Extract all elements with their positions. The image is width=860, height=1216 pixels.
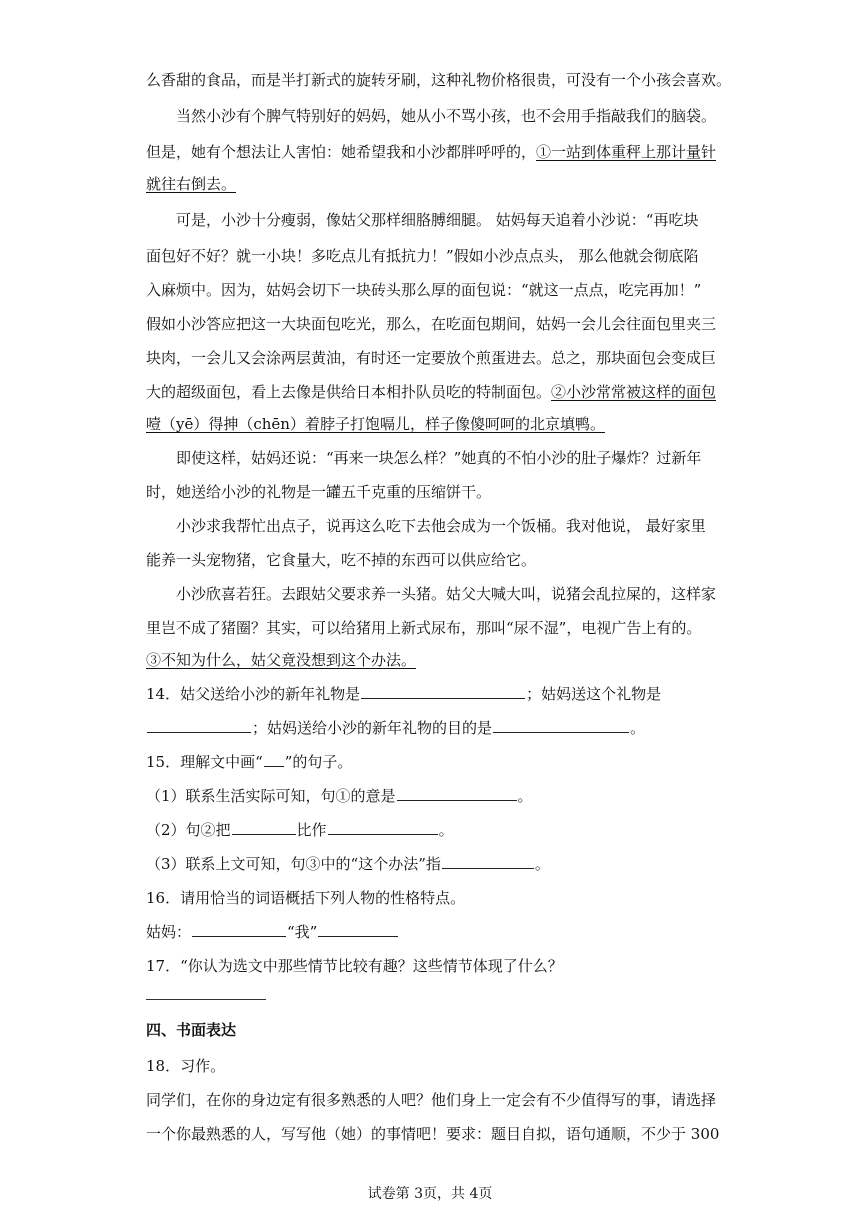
answer-blank[interactable] [442,852,534,869]
section-text: 同学们，在你的身边定有很多熟悉的人吧？他们身上一定会有不少值得写的事，请选择 [146,1091,717,1109]
question-18: 18．习作。 [146,1057,226,1075]
question-15-3 [146,852,718,876]
question-14 [146,682,718,706]
answer-blank[interactable] [397,784,517,801]
label-me: “我” [287,923,318,941]
question-text: 比作 [296,821,327,839]
answer-blank[interactable] [147,716,251,733]
question-text: 15．理解文中画“ [146,753,263,771]
underlined-sentence-1-cont: 就往右倒去。 [146,175,237,193]
passage-line [146,412,718,436]
answer-blank[interactable] [493,716,629,733]
answer-blank[interactable] [318,920,398,937]
passage-line: 即使这样，姑妈还说：“再来一块怎么样？”她真的不怕小沙的肚子爆炸？过新年 [176,449,702,467]
underlined-sentence-1: ①一站到体重秤上那计量针 [536,143,717,161]
question-17: 17．“你认为选文中那些情节比较有趣？这些情节体现了什么？ [146,957,563,975]
section-title: 四、书面表达 [146,1021,237,1039]
question-16: 16．请用恰当的词语概括下列人物的性格特点。 [146,889,466,907]
underlined-sentence-2-cont: 噎（yē）得抻（chēn）着脖子打饱嗝儿，样子像傻呵呵的北京填鸭。 [146,415,605,433]
passage-line: 当然小沙有个脾气特别好的妈妈，她从小不骂小孩，也不会用手指敲我们的脑袋。 [176,107,717,125]
question-text: 。 [630,719,646,737]
answer-blank[interactable] [192,920,286,937]
question-text: 。 [534,855,550,873]
question-15 [146,750,718,774]
underlined-sentence-3: ③不知为什么，姑父竟没想到这个办法。 [146,651,417,669]
passage-line: 块肉，一会儿又会涂两层黄油，有时还一定要放个煎蛋进去。总之，那块面包会变成巨 [146,349,717,367]
question-text: （2）句②把 [146,821,231,839]
passage-line: 面包好不好？就一小块！多吃点儿有抵抗力！”假如小沙点点头， 那么他就会彻底陷 [146,247,699,265]
underlined-sentence-2: ②小沙常常被这样的面包 [551,383,717,401]
question-text: 。 [438,821,454,839]
passage-line: 时，她送给小沙的礼物是一罐五千克重的压缩饼干。 [146,483,492,501]
passage-line: 可是，小沙十分瘦弱，像姑父那样细胳膊细腿。 姑妈每天追着小沙说：“再吃块 [176,211,699,229]
question-14-cont [146,716,718,740]
passage-text: 大的超级面包，看上去像是供给日本相扑队员吃的特制面包。 [146,383,552,401]
passage-line: 小沙求我帮忙出点子，说再这么吃下去他会成为一个饭桶。我对他说， 最好家里 [176,517,706,535]
answer-blank[interactable] [232,818,296,835]
question-text: ”的句子。 [284,753,353,771]
answer-line[interactable] [146,999,266,1000]
question-text: ；姑妈送这个礼物是 [526,685,662,703]
passage-line [146,648,718,672]
passage-line: 小沙欣喜若狂。去跟姑父要求养一头猪。姑父大喊大叫，说猪会乱拉屎的，这样家 [176,585,717,603]
question-text: 。 [517,787,533,805]
label-aunt: 姑妈： [146,923,192,941]
passage-line [146,172,718,196]
question-text: 14．姑父送给小沙的新年礼物是 [146,685,361,703]
passage-line: 能养一头宠物猪，它食量大，吃不掉的东西可以供应给它。 [146,551,537,569]
passage-line: 入麻烦中。因为，姑妈会切下一块砖头那么厚的面包说：“就这一点点，吃完再加！” [146,281,702,299]
question-16-answers [146,920,718,944]
question-text: （3）联系上文可知，句③中的“这个办法”指 [146,855,441,873]
question-15-1 [146,784,718,808]
passage-line [146,380,718,404]
answer-blank[interactable] [328,818,438,835]
passage-line: 假如小沙答应把这一大块面包吃光，那么，在吃面包期间，姑妈一会儿会往面包里夹三 [146,315,717,333]
passage-text: 但是，她有个想法让人害怕：她希望我和小沙都胖呼呼的， [146,143,537,161]
section-text: 一个你最熟悉的人，写写他（她）的事情吧！要求：题目自拟，语句通顺，不少于 300 [146,1125,720,1143]
passage-line [146,140,718,164]
answer-blank[interactable] [361,682,525,699]
question-text: ；姑妈送给小沙的新年礼物的目的是 [252,719,493,737]
passage-line: 里岂不成了猪圈？其实，可以给猪用上新式尿布，那叫“尿不湿”，电视广告上有的。 [146,619,702,637]
question-text: （1）联系生活实际可知，句①的意是 [146,787,396,805]
question-15-2 [146,818,718,842]
page-footer: 试卷第 3页，共 4页 [367,1186,493,1202]
passage-line: 么香甜的食品，而是半打新式的旋转牙刷，这种礼物价格很贵，可没有一个小孩会喜欢。 [146,71,732,89]
underline-mark [264,750,284,767]
